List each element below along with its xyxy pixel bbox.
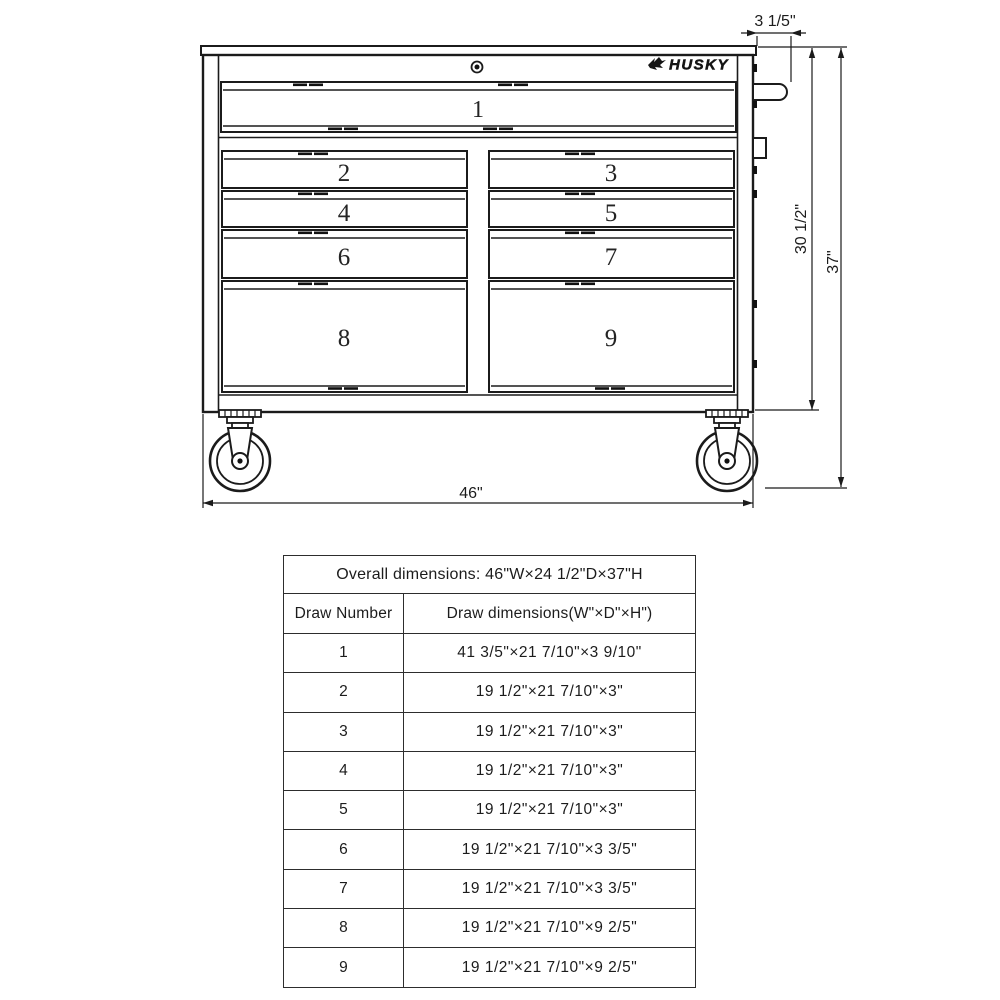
drawer-6 (222, 230, 467, 278)
drawer-1-label: 1 (472, 97, 484, 123)
draw-dims-cell: 19 1/2"×21 7/10"×9 2/5" (404, 909, 696, 948)
drawer-7-label: 7 (604, 244, 618, 271)
dim-overall-width-label: 46" (459, 485, 483, 502)
drawer-3-label: 3 (604, 160, 618, 187)
draw-dims-cell: 19 1/2"×21 7/10"×3 3/5" (404, 830, 696, 869)
col-header-draw-number: Draw Number (284, 594, 404, 634)
caster-right (697, 410, 757, 491)
draw-number-cell: 8 (284, 909, 404, 948)
table-row (284, 909, 696, 948)
draw-dims-cell: 19 1/2"×21 7/10"×9 2/5" (404, 948, 696, 987)
dim-overall-height (765, 48, 847, 488)
dim-cabinet-height (755, 47, 847, 410)
draw-number-cell: 7 (284, 869, 404, 908)
draw-dims-cell: 19 1/2"×21 7/10"×3" (404, 673, 696, 712)
table-row (284, 791, 696, 830)
drawer-2 (222, 151, 467, 188)
draw-number-cell: 4 (284, 751, 404, 790)
draw-number-cell: 2 (284, 673, 404, 712)
drawer-9-label: 9 (604, 325, 618, 352)
draw-dims-cell: 41 3/5"×21 7/10"×3 9/10" (404, 634, 696, 673)
drawer-9 (489, 281, 734, 392)
dim-handle-depth-label: 3 1/5" (754, 13, 796, 30)
dim-cabinet-height-label: 30 1/2" (793, 203, 810, 255)
caster-left (210, 410, 270, 491)
dim-overall-height-label: 37" (825, 250, 842, 274)
drawer-8-label: 8 (337, 325, 351, 352)
drawer-4-label: 4 (337, 200, 351, 227)
drawer-1 (221, 82, 736, 132)
brand-text: HUSKY (669, 56, 730, 74)
drawer-5 (489, 191, 734, 227)
drawer-3 (489, 151, 734, 188)
cabinet-top-slab (201, 46, 756, 55)
draw-dims-cell: 19 1/2"×21 7/10"×3" (404, 751, 696, 790)
col-header-draw-dimensions: Draw dimensions(W"×D"×H") (404, 594, 696, 634)
draw-dims-cell: 19 1/2"×21 7/10"×3" (404, 712, 696, 751)
table-row (284, 594, 696, 634)
draw-number-cell: 5 (284, 791, 404, 830)
drawer-6-label: 6 (337, 244, 351, 271)
drawer-7 (489, 230, 734, 278)
drawer-4 (222, 191, 467, 227)
table-row (284, 830, 696, 869)
table-row (284, 556, 696, 594)
drawer-dimension-table (283, 555, 696, 988)
table-row (284, 751, 696, 790)
table-row (284, 948, 696, 987)
drawer-5-label: 5 (604, 200, 618, 227)
draw-number-cell: 6 (284, 830, 404, 869)
draw-number-cell: 9 (284, 948, 404, 987)
drawer-2-label: 2 (337, 160, 351, 187)
table-row (284, 673, 696, 712)
dim-overall-width (203, 414, 753, 508)
draw-dims-cell: 19 1/2"×21 7/10"×3 3/5" (404, 869, 696, 908)
side-power-tab (753, 138, 766, 158)
overall-dimensions-title: Overall dimensions: 46"W×24 1/2"D×37"H (284, 556, 696, 594)
keylock-icon (472, 62, 483, 73)
side-handle (753, 84, 787, 100)
draw-dims-cell: 19 1/2"×21 7/10"×3" (404, 791, 696, 830)
draw-number-cell: 1 (284, 634, 404, 673)
table-row (284, 634, 696, 673)
table-row (284, 869, 696, 908)
drawer-8 (222, 281, 467, 392)
draw-number-cell: 3 (284, 712, 404, 751)
table-row (284, 712, 696, 751)
